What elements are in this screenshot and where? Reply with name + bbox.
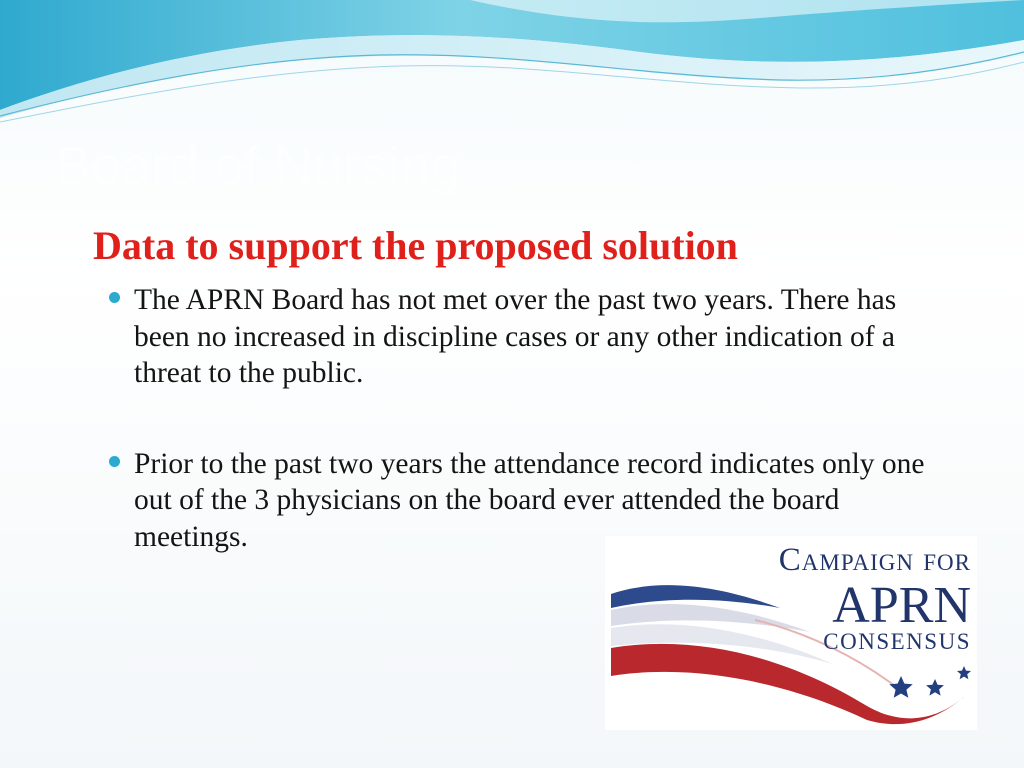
- header-wave-decoration: [0, 0, 1024, 130]
- campaign-logo: [605, 536, 977, 730]
- slide-subtitle: Data to support the proposed solution: [93, 223, 738, 268]
- bullet-text: The APRN Board has not met over the past two years. There has been no increased in discipline cases or any other indication of a threat to the public.: [134, 284, 897, 389]
- bullet-dot-icon: [108, 455, 121, 468]
- slide-title: Board of Nursing: [55, 136, 461, 196]
- bullet-text: Prior to the past two years the attendance record indicates only one out of the 3 physicians on the board ever attended the board meetings.: [134, 447, 925, 553]
- logo-text-consensus: CONSENSUS: [823, 629, 971, 654]
- bullet-list: [106, 282, 956, 555]
- bullet-item: [106, 282, 956, 392]
- bullet-dot-icon: [108, 291, 121, 304]
- logo-text-aprn: APRN: [832, 577, 971, 634]
- logo-text-campaign: Campaign for: [778, 542, 971, 578]
